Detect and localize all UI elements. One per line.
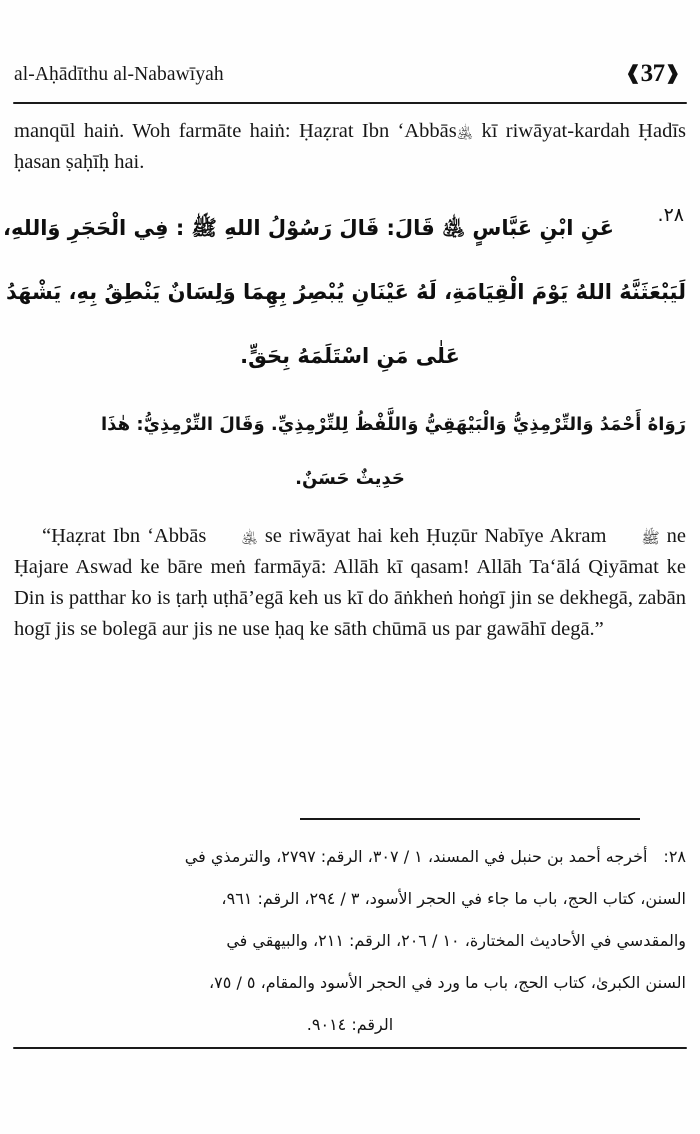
footnote-line-4: السنن الكبرىٰ، كتاب الحج، باب ما ورد في الحجر الأسود والمقام، ٥ / ٧٥، bbox=[209, 973, 686, 992]
translation-paragraph bbox=[14, 521, 686, 645]
translation-segment-1: se riwāyat hai keh Ḥuẓūr Nabīye Akram bbox=[264, 525, 607, 547]
takhrij-line-2: حَدِيثٌ حَسَنٌ. bbox=[295, 468, 405, 489]
lead-text-before-honorific: manqūl haiṅ. Woh farmāte haiṅ: Ḥaẓrat Ibn ‘Abbās bbox=[14, 120, 457, 142]
folio-left-ornament-icon: ❰ bbox=[625, 63, 641, 84]
hadith-arabic-block bbox=[3, 196, 686, 388]
folio-right-ornament-icon: ❱ bbox=[664, 63, 680, 84]
footnote-rule-divider bbox=[300, 818, 640, 820]
footnote-line-3: والمقدسي في الأحاديث المختارة، ١٠ / ٢٠٦، الرقم: ٢١١، والبيهقي في bbox=[226, 931, 686, 950]
running-head-title: al-Aḥādīthu al-Nabawīyah bbox=[14, 64, 224, 85]
translation-segment-2: ne Ḥajare Aswad ke bāre meṅ farmāyā: Allāh kī qasam! Allāh Ta‘ālá Qiyāmat ke Din is patthar ko is ṭarḥ uṭhā’egā keh us kī do āṅkheṅ hoṅgī jin se dekhegā, zabān hogī jis se bolegā aur jis ne use ḥaq ke sāth chūmā us par gawāhī degā.” bbox=[14, 525, 687, 640]
hadith-number: ٢٨. bbox=[657, 204, 684, 226]
lead-text-after-honorific: kī riwāyat-kardah Ḥadīs ḥasan ṣaḥīḥ hai. bbox=[14, 120, 686, 173]
takhrij-block bbox=[14, 398, 686, 506]
page-number-block bbox=[625, 60, 680, 88]
lead-paragraph-text bbox=[14, 116, 686, 178]
footer-rule-divider bbox=[13, 1047, 687, 1049]
takhrij-line-1: رَوَاهُ أَحْمَدُ وَالتِّرْمِذِيُّ وَالْبَيْهَقِيُّ وَاللَّفْظُ لِلتِّرْمِذِيِّ. وَقَالَ التِّرْمِذِيُّ: هٰذَا bbox=[101, 414, 686, 435]
translation-open-quote: “Ḥaẓrat Ibn ‘Abbās bbox=[42, 525, 207, 547]
honorific-sallallahu-alayhi-wasallam-icon: ﷺ bbox=[641, 529, 660, 547]
header-rule-divider bbox=[13, 102, 687, 104]
hadith-arabic-line-2: لَيَبْعَثَنَّهُ اللهُ يَوْمَ الْقِيَامَةِ، لَهُ عَيْنَانِ يُبْصِرُ بِهِمَا وَلِسَانٌ يَنْطِقُ بِهِ، يَشْهَدُ bbox=[5, 280, 686, 304]
running-head bbox=[14, 60, 686, 96]
footnote-line-2: السنن، كتاب الحج، باب ما جاء في الحجر الأسود، ٣ / ٢٩٤، الرقم: ٩٦١، bbox=[221, 889, 686, 908]
lead-paragraph bbox=[14, 116, 686, 178]
page-number: 37 bbox=[640, 60, 665, 87]
footnote-line-1 bbox=[14, 836, 686, 878]
footnote-line-1-text: أخرجه أحمد بن حنبل في المسند، ١ / ٣٠٧، الرقم: ٢٧٩٧، والترمذي في bbox=[184, 847, 648, 866]
honorific-radiallahu-anhu-icon: ﵁ bbox=[241, 529, 258, 547]
hadith-arabic-line-1-text: عَنِ ابْنِ عَبَّاسٍ ﵁ قَالَ: قَالَ رَسُوْلُ اللهِ ﷺ : فِي الْحَجَرِ وَاللهِ، bbox=[3, 216, 614, 240]
translation-text bbox=[14, 521, 686, 645]
honorific-radiallahu-anhu-icon: ﵁ bbox=[456, 124, 474, 142]
hadith-arabic-line-3: عَلٰى مَنِ اسْتَلَمَهُ بِحَقٍّ. bbox=[240, 344, 460, 368]
footnote-line-5: الرقم: ٩٠١٤. bbox=[306, 1015, 394, 1034]
footnote-block bbox=[14, 836, 686, 1046]
footnote-marker: ٢٨: bbox=[663, 847, 686, 866]
hadith-arabic-line-1 bbox=[3, 196, 686, 260]
